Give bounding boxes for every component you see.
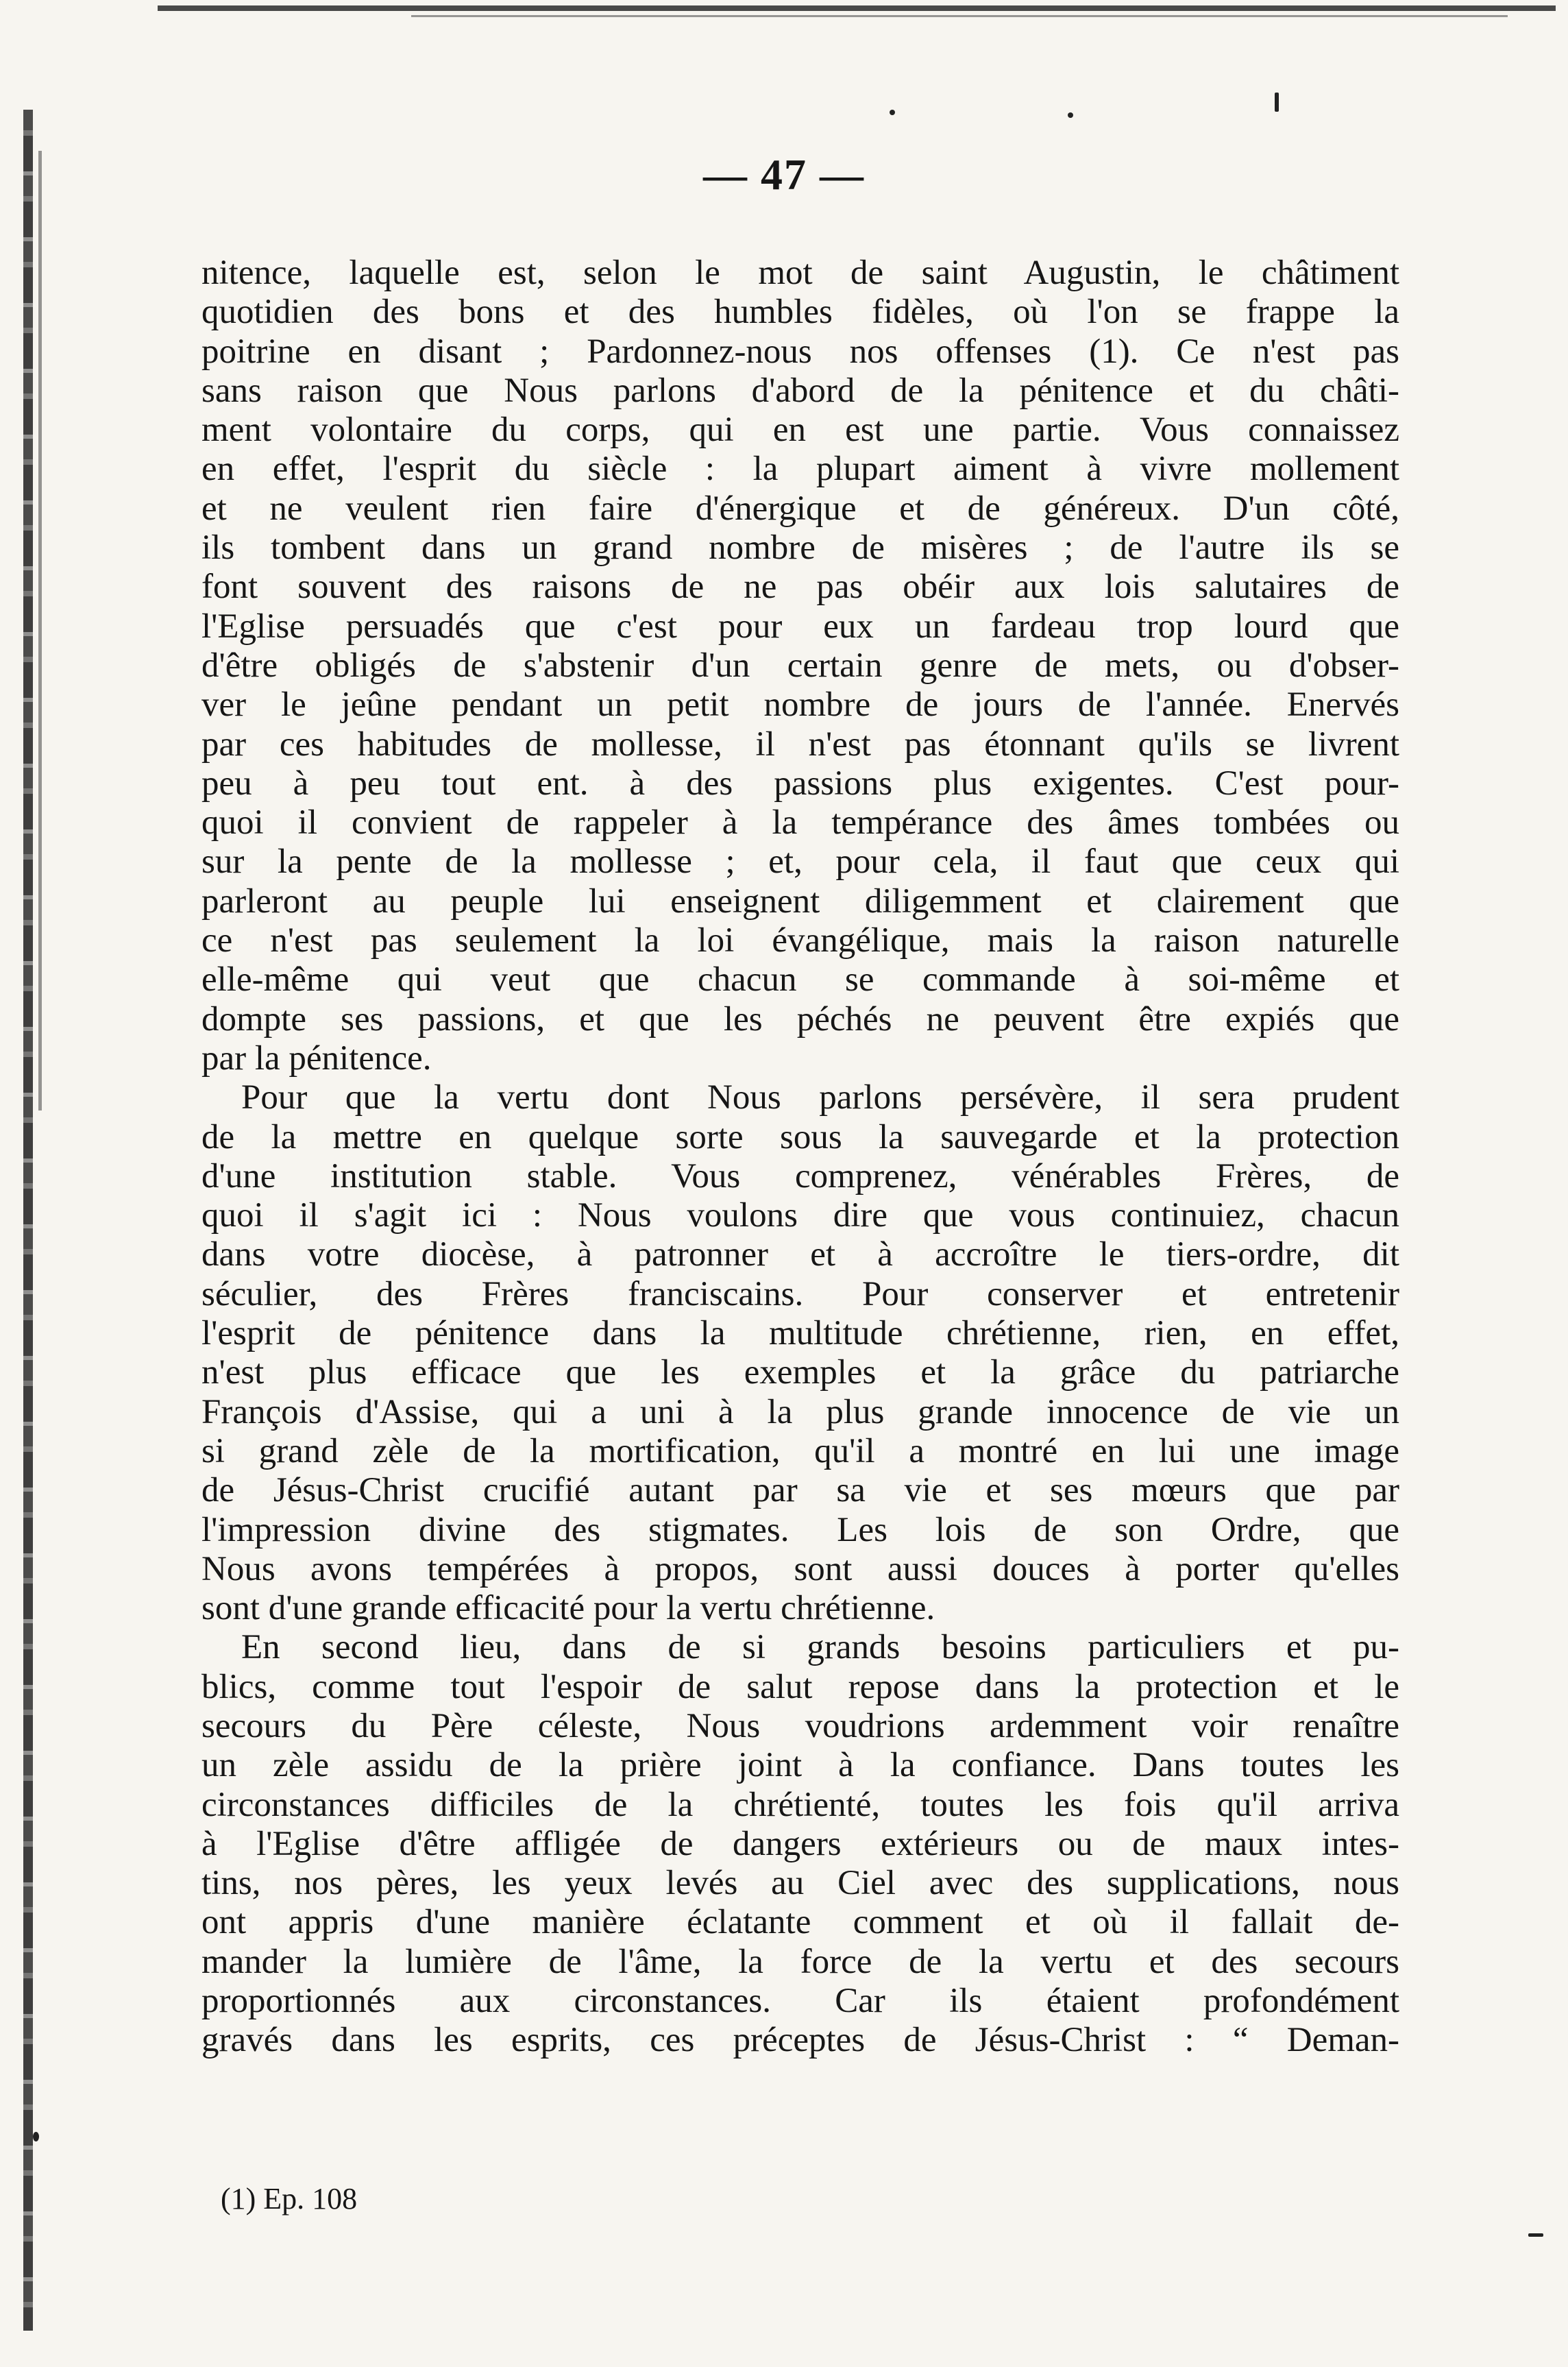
text-line: n'est plus efficace que les exemples et la grâce du patriarche	[201, 1353, 1399, 1392]
text-line: quoi il convient de rappeler à la tempérance des âmes tombées ou	[201, 803, 1399, 842]
text-line: par ces habitudes de mollesse, il n'est pas étonnant qu'ils se livrent	[201, 725, 1399, 764]
text-line: sont d'une grande efficacité pour la vertu chrétienne.	[201, 1589, 935, 1628]
text-line: ment volontaire du corps, qui en est une partie. Vous connaissez	[201, 411, 1399, 450]
text-line: circonstances difficiles de la chrétienté, toutes les fois qu'il arriva	[201, 1785, 1399, 1824]
text-line: secours du Père céleste, Nous voudrions ardemment voir renaître	[201, 1706, 1399, 1745]
text-line: par la pénitence.	[201, 1039, 432, 1078]
text-line: dompte ses passions, et que les péchés ne peuvent être expiés que	[201, 999, 1399, 1039]
text-line: d'une institution stable. Vous comprenez, vénérables Frères, de	[201, 1156, 1399, 1195]
page-number: — 47 —	[703, 150, 865, 199]
text-line: de la mettre en quelque sorte sous la sauvegarde et la protection	[201, 1117, 1399, 1156]
scan-speck	[1068, 112, 1073, 118]
text-line: mander la lumière de l'âme, la force de la vertu et des secours	[201, 1942, 1399, 1981]
text-line: Pour que la vertu dont Nous parlons persévère, il sera prudent	[241, 1078, 1399, 1117]
scan-speck	[1275, 93, 1279, 112]
text-line: ver le jeûne pendant un petit nombre de jours de l'année. Enervés	[201, 685, 1399, 725]
text-line: et ne veulent rien faire d'énergique et de généreux. D'un côté,	[201, 489, 1399, 528]
text-line: gravés dans les esprits, ces préceptes de Jésus-Christ : “ Deman-	[201, 2021, 1399, 2060]
body-text	[201, 254, 1399, 2061]
text-line: nitence, laquelle est, selon le mot de saint Augustin, le châtiment	[201, 254, 1399, 292]
text-line: quotidien des bons et des humbles fidèles, où l'on se frappe la	[201, 293, 1399, 332]
scan-speck	[33, 2132, 39, 2141]
scan-speck	[890, 110, 895, 115]
text-line: séculier, des Frères franciscains. Pour conserver et entretenir	[201, 1274, 1399, 1313]
text-line: sans raison que Nous parlons d'abord de la pénitence et du châti-	[201, 371, 1399, 410]
text-line: dans votre diocèse, à patronner et à accroître le tiers-ordre, dit	[201, 1235, 1399, 1274]
text-line: parleront au peuple lui enseignent diligemment et clairement que	[201, 882, 1399, 921]
text-line: ce n'est pas seulement la loi évangélique, mais la raison naturelle	[201, 921, 1399, 960]
text-line: ils tombent dans un grand nombre de misères ; de l'autre ils se	[201, 529, 1399, 568]
text-line: elle-même qui veut que chacun se commande à soi-même et	[201, 960, 1399, 999]
text-line: François d'Assise, qui a uni à la plus grande innocence de vie un	[201, 1392, 1399, 1431]
text-line: l'impression divine des stigmates. Les lois de son Ordre, que	[201, 1510, 1399, 1549]
text-line: blics, comme tout l'espoir de salut repose dans la protection et le	[201, 1667, 1399, 1706]
scan-edge-line	[411, 15, 1508, 17]
text-line: un zèle assidu de la prière joint à la confiance. Dans toutes les	[201, 1746, 1399, 1785]
text-line: ont appris d'une manière éclatante comment et où il fallait de-	[201, 1903, 1399, 1942]
footnote: (1) Ep. 108	[221, 2182, 358, 2216]
text-line: peu à peu tout ent. à des passions plus exigentes. C'est pour-	[201, 764, 1399, 803]
binding-shadow	[38, 151, 42, 1110]
text-line: quoi il s'agit ici : Nous voulons dire que vous continuiez, chacun	[201, 1196, 1399, 1235]
scan-speck	[1528, 2233, 1543, 2237]
text-line: en effet, l'esprit du siècle : la plupart aiment à vivre mollement	[201, 450, 1399, 489]
scan-edge-line	[158, 5, 1556, 11]
text-line: de Jésus-Christ crucifié autant par sa vie et ses mœurs que par	[201, 1471, 1399, 1510]
text-line: sur la pente de la mollesse ; et, pour cela, il faut que ceux qui	[201, 842, 1399, 882]
text-line: En second lieu, dans de si grands besoins particuliers et pu-	[241, 1628, 1399, 1667]
text-line: font souvent des raisons de ne pas obéir aux lois salutaires de	[201, 568, 1399, 607]
text-line: si grand zèle de la mortification, qu'il a montré en lui une image	[201, 1431, 1399, 1470]
text-line: Nous avons tempérées à propos, sont aussi douces à porter qu'elles	[201, 1549, 1399, 1588]
text-line: l'Eglise persuadés que c'est pour eux un fardeau trop lourd que	[201, 607, 1399, 646]
text-line: à l'Eglise d'être affligée de dangers extérieurs ou de maux intes-	[201, 1824, 1399, 1863]
text-line: poitrine en disant ; Pardonnez-nous nos offenses (1). Ce n'est pas	[201, 332, 1399, 371]
text-line: proportionnés aux circonstances. Car ils étaient profondément	[201, 1982, 1399, 2021]
text-line: l'esprit de pénitence dans la multitude chrétienne, rien, en effet,	[201, 1314, 1399, 1353]
text-line: tins, nos pères, les yeux levés au Ciel avec des supplications, nous	[201, 1864, 1399, 1903]
text-line: d'être obligés de s'abstenir d'un certain genre de mets, ou d'obser-	[201, 646, 1399, 685]
binding-shadow	[23, 110, 33, 2331]
